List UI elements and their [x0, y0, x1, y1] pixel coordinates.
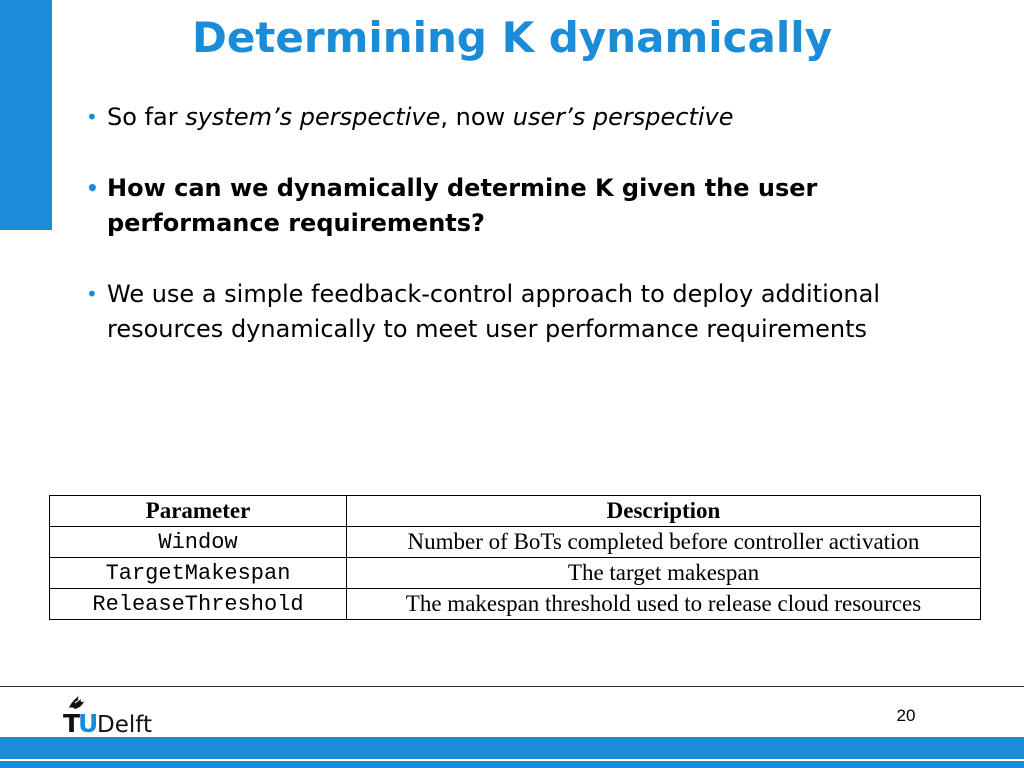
bullet-text-plain: , now — [440, 103, 513, 131]
parameter-cell: TargetMakespan — [50, 558, 347, 589]
column-header-description: Description — [347, 496, 981, 527]
bullet-list — [86, 100, 986, 383]
table-row — [50, 558, 981, 589]
footer-divider — [0, 686, 1024, 687]
logo-letter-t: T — [63, 709, 81, 736]
bullet-item — [86, 171, 986, 241]
bullet-text: We use a simple feedback-control approach to deploy additional resources dynamically to meet user performance requirements — [107, 280, 881, 343]
bullet-text-italic: user’s perspective — [512, 103, 734, 131]
bullet-text-italic: system’s perspective — [185, 103, 441, 131]
footer-accent-bar — [0, 737, 1024, 768]
bullet-dot-icon: • — [86, 176, 99, 200]
bullet-item — [86, 100, 986, 135]
tudelft-logo — [63, 690, 173, 736]
parameter-table — [49, 495, 981, 620]
bullet-text: How can we dynamically determine K given the user performance requirements? — [107, 174, 818, 237]
description-cell: The makespan threshold used to release cloud resources — [347, 589, 981, 620]
description-cell: The target makespan — [347, 558, 981, 589]
parameter-cell: Window — [50, 527, 347, 558]
bullet-text-plain: So far — [107, 103, 186, 131]
slide-title: Determining K dynamically — [191, 13, 833, 62]
bullet-dot-icon: • — [86, 105, 98, 129]
logo-letter-u: U — [78, 709, 99, 736]
page-number: 20 — [896, 706, 916, 725]
description-cell: Number of BoTs completed before controller activation — [347, 527, 981, 558]
bullet-item — [86, 277, 986, 347]
column-header-parameter: Parameter — [50, 496, 347, 527]
footer-stripe — [0, 759, 1024, 761]
table-header-row — [50, 496, 981, 527]
table-row — [50, 589, 981, 620]
parameter-cell: ReleaseThreshold — [50, 589, 347, 620]
table-row — [50, 527, 981, 558]
logo-word-delft: Delft — [97, 712, 152, 736]
flame-icon — [69, 695, 84, 709]
bullet-dot-icon: • — [86, 282, 98, 306]
